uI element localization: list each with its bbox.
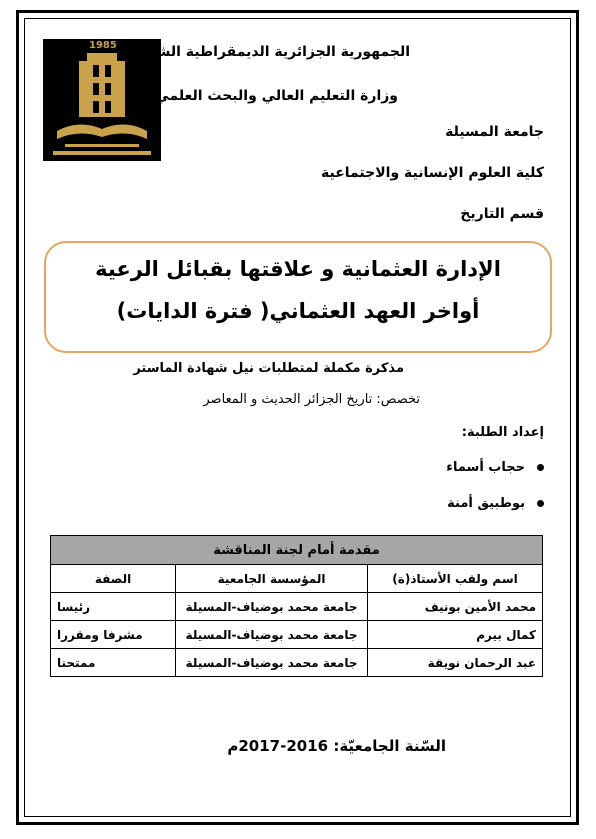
table-header-row: [51, 565, 543, 593]
column-header-name: اسم ولقب الأستاذ(ة): [368, 565, 543, 593]
member-institution: جامعة محمد بوضياف-المسيلة: [176, 621, 368, 649]
students-list: [446, 458, 544, 530]
prepared-by-label: إعداد الطلبة:: [461, 425, 544, 440]
table-row: [51, 649, 543, 677]
member-institution: جامعة محمد بوضياف-المسيلة: [176, 649, 368, 677]
student-name: حجاب أسماء: [446, 460, 525, 475]
member-name: محمد الأمين بونيف: [368, 593, 543, 621]
table-row: [51, 621, 543, 649]
university-name: جامعة المسيلة: [445, 124, 544, 140]
republic-name: الجمهورية الجزائرية الديمقراطية الشعبية: [128, 44, 410, 60]
member-role: ممتحنا: [51, 649, 176, 677]
member-name: عبد الرحمان نويقة: [368, 649, 543, 677]
list-item: [446, 494, 544, 530]
thesis-title-line2: أواخر العهد العثماني( فترة الدايات): [116, 299, 480, 323]
ministry-name: وزارة التعليم العالي والبحث العلمي: [155, 88, 398, 104]
bullet-icon: [537, 500, 544, 507]
specialty: تخصص: تاريخ الجزائر الحديث و المعاصر: [203, 392, 420, 407]
academic-year: السّنة الجامعيّة: 2016-2017م: [227, 737, 446, 755]
member-role: مشرفا ومقررا: [51, 621, 176, 649]
student-name: بوطبيق أمنة: [447, 496, 525, 511]
memo-description: مذكرة مكملة لمتطلبات نيل شهادة الماستر: [133, 361, 404, 376]
thesis-title-line1: الإدارة العثمانية و علاقتها بقبائل الرعية: [95, 257, 501, 281]
logo-year: 1985: [89, 40, 117, 51]
department-name: قسم التاريخ: [460, 206, 544, 222]
member-institution: جامعة محمد بوضياف-المسيلة: [176, 593, 368, 621]
column-header-institution: المؤسسة الجامعية: [176, 565, 368, 593]
list-item: [446, 458, 544, 494]
committee-table: [50, 535, 543, 677]
thesis-title-box: [44, 241, 552, 353]
member-role: رئيسا: [51, 593, 176, 621]
table-row: [51, 593, 543, 621]
member-name: كمال بيرم: [368, 621, 543, 649]
bullet-icon: [537, 464, 544, 471]
faculty-name: كلية العلوم الإنسانية والاجتماعية: [321, 165, 544, 181]
table-caption-row: [51, 536, 543, 565]
committee-caption: مقدمة أمام لجنة المناقشة: [51, 536, 543, 565]
column-header-role: الصفة: [51, 565, 176, 593]
